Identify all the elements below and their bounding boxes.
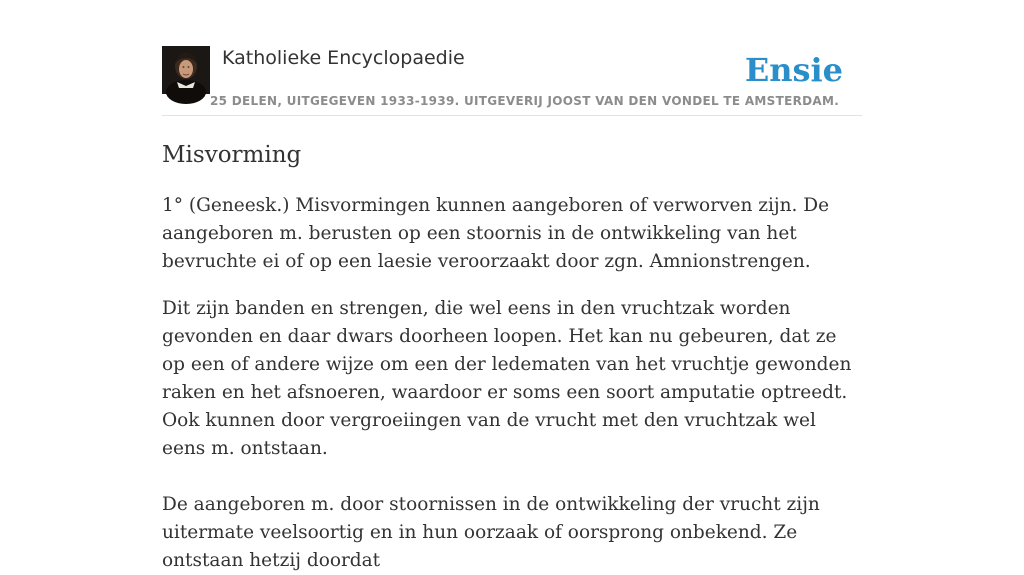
article-body — [162, 192, 862, 575]
ensie-logo-link[interactable]: Ensie — [744, 51, 843, 89]
article-paragraph: 1° (Geneesk.) Misvormingen kunnen aangeboren of verworven zijn. De aangeboren m. berusten op een stoornis in de ontwikkeling van het bevruchte ei of op een laesie veroorzaakt door zgn. Amnionstrengen. — [162, 195, 830, 272]
page — [162, 0, 862, 571]
publication-avatar[interactable] — [162, 46, 210, 94]
portrait-avatar-icon — [162, 46, 210, 94]
article-title: Misvorming — [162, 142, 302, 168]
publication-header — [162, 0, 862, 116]
article-paragraph: De aangeboren m. door stoornissen in de ontwikkeling der vrucht zijn uitermate veelsoortig en in hun oorzaak of oorsprong onbekend. Ze ontstaan hetzij doordat — [162, 494, 820, 571]
article-paragraph: Dit zijn banden en strengen, die wel eens in den vruchtzak worden gevonden en daar dwars doorheen loopen. Het kan nu gebeuren, dat ze op een of andere wijze om een der ledematen van het vruchtje gewonden raken en het afsnoeren, waardoor er soms een soort amputatie optreedt. Ook kunnen door vergroeiingen van de vrucht met den vruchtzak wel eens m. ontstaan. — [162, 298, 852, 459]
publication-subtitle: 25 DELEN, UITGEGEVEN 1933-1939. UITGEVERIJ JOOST VAN DEN VONDEL TE AMSTERDAM. — [210, 94, 840, 108]
publication-title[interactable]: Katholieke Encyclopaedie — [222, 47, 465, 69]
